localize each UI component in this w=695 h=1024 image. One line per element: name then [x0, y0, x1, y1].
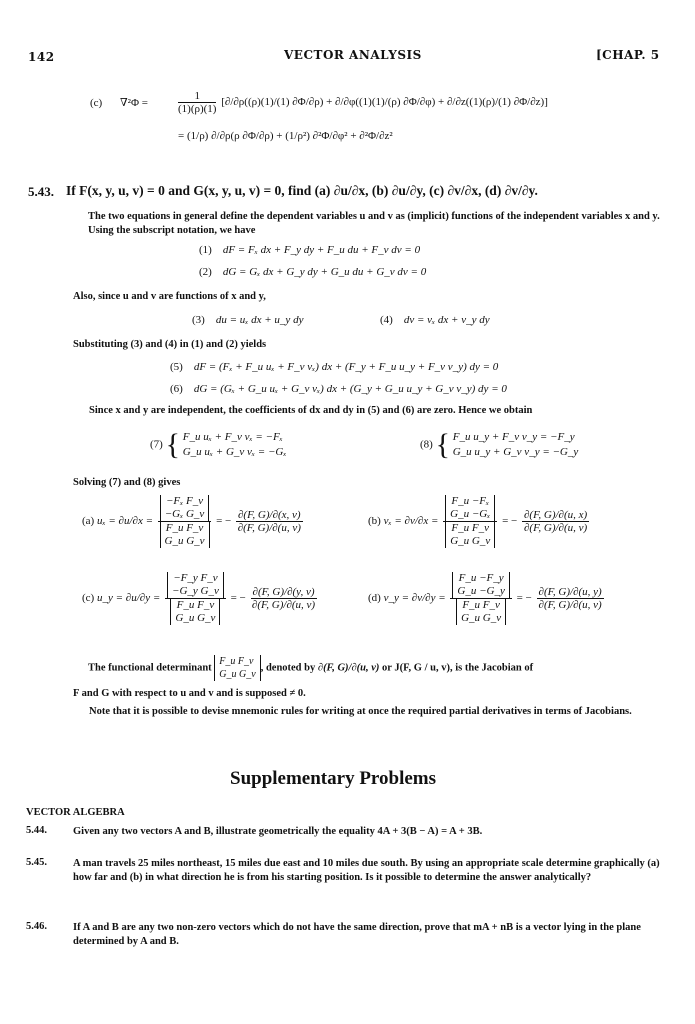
- laplacian-coef: [178, 90, 216, 115]
- sol-c-num-r2: −G_y G_v: [172, 585, 219, 597]
- sys7-brace: {: [165, 428, 180, 461]
- problem-544-number: 5.44.: [26, 825, 47, 836]
- sys7-row2: G_u uₓ + G_v vₓ = −Gₓ: [182, 446, 287, 458]
- eq1: [199, 244, 420, 256]
- page-number: 142: [28, 50, 55, 64]
- sol-c-jac-num: ∂(F, G)/∂(y, v): [252, 586, 315, 598]
- sol-b-num: [443, 495, 497, 522]
- sol-c-det-fraction: [165, 572, 226, 625]
- sol-a-num-r2: −Gₓ G_v: [164, 508, 205, 520]
- since-text: Since x and y are independent, the coefficients of dx and dy in (5) and (6) are zero. Hence we obtain: [89, 405, 533, 416]
- sol-d-den: [450, 599, 511, 625]
- problem-543-intro: The two equations in general define the dependent variables u and v as (implicit) functions of the independent variables x and y. Using the subscript notation, we have: [88, 211, 660, 236]
- sol-a-lhs: uₓ = ∂u/∂x =: [96, 515, 153, 528]
- eq3-tag: (3): [192, 314, 205, 326]
- sys7-row1: F_u uₓ + F_v vₓ = −Fₓ: [182, 431, 283, 443]
- jac-note-2: , denoted by: [260, 662, 316, 674]
- eq5-tag: (5): [170, 361, 183, 373]
- sol-a-den: [158, 522, 212, 548]
- sol-b-num-r2: G_u −Gₓ: [450, 508, 491, 520]
- sol-d-lhs: v_y = ∂v/∂y =: [383, 592, 446, 605]
- sol-a-num-r1: −Fₓ F_v: [165, 495, 204, 507]
- sol-b-num-r1: F_u −Fₓ: [451, 495, 490, 507]
- sys8-tag: (8): [420, 438, 433, 451]
- solution-d: [368, 572, 606, 625]
- laplacian-coef-den: (1)(ρ)(1): [178, 103, 217, 115]
- sol-a-jac-den: ∂(F, G)/∂(u, v): [237, 522, 301, 534]
- jac-det-r2: G_u G_v: [219, 669, 256, 680]
- sol-d-jac-num: ∂(F, G)/∂(u, y): [538, 586, 602, 598]
- eq5-body: dF = (Fₓ + F_u uₓ + F_v vₓ) dx + (F_y + F_u u_y + F_v v_y) dy = 0: [193, 361, 499, 373]
- sol-c-den-r2: G_u G_v: [175, 612, 216, 624]
- eq6-body: dG = (Gₓ + G_u uₓ + G_v vₓ) dx + (G_y + G_u u_y + G_v v_y) dy = 0: [193, 383, 507, 395]
- sol-b-num-det: [445, 495, 495, 521]
- laplacian-coef-num: 1: [178, 90, 216, 103]
- sol-a-tag: (a): [82, 515, 95, 528]
- laplacian-lhs: ∇²Φ =: [120, 97, 148, 109]
- sol-b-den-det: [445, 522, 495, 548]
- eq4: [380, 314, 490, 326]
- sol-a-num: [158, 495, 212, 522]
- jacobian-note: [88, 655, 688, 681]
- sol-c-den: [165, 599, 226, 625]
- sol-d-num-r2: G_u −G_y: [457, 585, 505, 597]
- sol-b-den: [443, 522, 497, 548]
- laplacian-line1: [176, 90, 548, 115]
- sol-a-num-det: [160, 495, 210, 521]
- sol-a-sign: = −: [216, 515, 232, 528]
- problem-545-text: A man travels 25 miles northeast, 15 miles due east and 10 miles due south. By using an appropriate scale determine graphically (a) how far and (b) in what direction he is from his starting position. Is it possible to determine the answer analytically?: [73, 858, 660, 883]
- sol-c-lhs: u_y = ∂u/∂y =: [96, 592, 161, 605]
- sol-c-num-r1: −F_y F_v: [173, 572, 218, 584]
- eq3-body: du = uₓ dx + u_y dy: [215, 314, 304, 326]
- sol-b-den-r2: G_u G_v: [450, 535, 491, 547]
- sol-b-tag: (b): [368, 515, 381, 528]
- sol-d-jac-den: ∂(F, G)/∂(u, v): [538, 599, 602, 611]
- also-text: Also, since u and v are functions of x and y,: [73, 291, 266, 302]
- sol-d-tag: (d): [368, 592, 381, 605]
- problem-546-number: 5.46.: [26, 921, 47, 932]
- system-7: [150, 430, 286, 460]
- solution-b: [368, 495, 591, 548]
- eq3: [192, 314, 303, 326]
- laplacian-line2-text: (1/ρ) ∂/∂ρ(ρ ∂Φ/∂ρ) + (1/ρ²) ∂²Φ/∂φ² + ∂²Φ/∂z²: [186, 130, 393, 142]
- sol-b-sign: = −: [502, 515, 518, 528]
- sol-a-den-r1: F_u F_v: [165, 522, 204, 534]
- laplacian-line2: = (1/ρ) ∂/∂ρ(ρ ∂Φ/∂ρ) + (1/ρ²) ∂²Φ/∂φ² + ∂²Φ/∂z²: [178, 130, 393, 142]
- sol-d-num-det: [452, 572, 509, 598]
- mnemonic-note: Note that it is possible to devise mnemonic rules for writing at once the required partial derivatives in terms of Jacobians.: [89, 706, 632, 717]
- laplacian-label: (c): [90, 97, 103, 109]
- sol-d-den-det: [456, 599, 506, 625]
- sys7-tag: (7): [150, 438, 163, 451]
- solution-a: [82, 495, 305, 548]
- sol-c-jacobian: [251, 586, 317, 611]
- eq2: [199, 266, 426, 278]
- sol-c-sign: = −: [230, 592, 246, 605]
- sol-d-jacobian: [537, 586, 604, 611]
- jac-note-3: or J(F, G / u, v), is the Jacobian of: [382, 662, 534, 674]
- problem-543-number: 5.43.: [28, 184, 54, 199]
- problem-545-number: 5.45.: [26, 857, 47, 868]
- sol-c-den-det: [170, 599, 220, 625]
- sol-c-num-det: [167, 572, 224, 598]
- sol-d-det-fraction: [450, 572, 511, 625]
- sol-b-jac-den: ∂(F, G)/∂(u, v): [523, 522, 588, 534]
- chapter-label: [CHAP. 5: [596, 48, 660, 62]
- sol-b-jac-num: ∂(F, G)/∂(u, x): [523, 509, 588, 521]
- jac-note-1: The functional determinant: [88, 662, 212, 674]
- sol-b-lhs: vₓ = ∂v/∂x =: [383, 515, 439, 528]
- sol-c-den-r1: F_u F_v: [176, 599, 215, 611]
- sol-d-num-r1: F_u −F_y: [458, 572, 504, 584]
- eq5: [170, 361, 498, 373]
- sys8-row2: G_u u_y + G_v v_y = −G_y: [452, 446, 579, 458]
- laplacian-terms: [∂/∂ρ((ρ)(1)/(1) ∂Φ/∂ρ) + ∂/∂φ((1)(1)/(ρ) ∂Φ/∂φ) + ∂/∂z((1)(ρ)/(1) ∂Φ/∂z)]: [221, 96, 548, 109]
- problem-544-text: Given any two vectors A and B, illustrate geometrically the equality 4A + 3(B − A) = A + 3B.: [73, 826, 483, 837]
- solution-c: [82, 572, 319, 625]
- sol-c-jac-den: ∂(F, G)/∂(u, v): [251, 599, 316, 611]
- eq1-body: dF = Fₓ dx + F_y dy + F_u du + F_v dv = 0: [222, 244, 421, 256]
- sol-d-sign: = −: [516, 592, 532, 605]
- eq6: [170, 383, 507, 395]
- jac-symbol: ∂(F, G)/∂(u, v): [317, 662, 380, 674]
- supplementary-title: Supplementary Problems: [230, 768, 437, 789]
- sol-b-jacobian: [522, 509, 589, 534]
- solving-text: Solving (7) and (8) gives: [73, 477, 181, 488]
- eq2-body: dG = Gₓ dx + G_y dy + G_u du + G_v dv = 0: [222, 266, 427, 278]
- eq4-body: dv = vₓ dx + v_y dy: [403, 314, 490, 326]
- sol-a-jac-num: ∂(F, G)/∂(x, v): [238, 509, 301, 521]
- laplacian-lhs-text: ∇²Φ: [120, 97, 140, 109]
- running-title: VECTOR ANALYSIS: [284, 48, 422, 62]
- subst-text: Substituting (3) and (4) in (1) and (2) yields: [73, 339, 267, 350]
- sol-a-den-det: [160, 522, 210, 548]
- eq4-tag: (4): [380, 314, 393, 326]
- sol-d-den-r1: F_u F_v: [462, 599, 500, 611]
- sol-d-den-r2: G_u G_v: [461, 612, 502, 624]
- problem-546-text: If A and B are any two non-zero vectors which do not have the same direction, prove that mA + nB is a vector lying in the plane determined by A and B.: [73, 922, 641, 947]
- jacobian-determinant: [214, 655, 260, 681]
- jacobian-note-line2: F and G with respect to u and v and is supposed ≠ 0.: [73, 688, 306, 699]
- sol-b-det-fraction: [443, 495, 497, 548]
- sol-a-det-fraction: [158, 495, 212, 548]
- sol-c-tag: (c): [82, 592, 95, 605]
- eq6-tag: (6): [170, 383, 183, 395]
- sol-a-jacobian: [236, 509, 303, 534]
- system-8: [420, 430, 578, 460]
- sys8-brace: {: [435, 428, 450, 461]
- jac-det-r1: F_u F_v: [219, 656, 254, 667]
- eq1-tag: (1): [199, 244, 212, 256]
- problem-543-statement: If F(x, y, u, v) = 0 and G(x, y, u, v) = 0, find (a) ∂u/∂x, (b) ∂u/∂y, (c) ∂v/∂x, (d) ∂v/∂y.: [66, 183, 538, 198]
- sol-d-num: [450, 572, 511, 599]
- sys8-row1: F_u u_y + F_v v_y = −F_y: [452, 431, 575, 443]
- sol-c-num: [165, 572, 226, 599]
- section-vector-algebra: VECTOR ALGEBRA: [26, 807, 125, 818]
- eq2-tag: (2): [199, 266, 212, 278]
- sol-a-den-r2: G_u G_v: [164, 535, 205, 547]
- sol-b-den-r1: F_u F_v: [451, 522, 489, 534]
